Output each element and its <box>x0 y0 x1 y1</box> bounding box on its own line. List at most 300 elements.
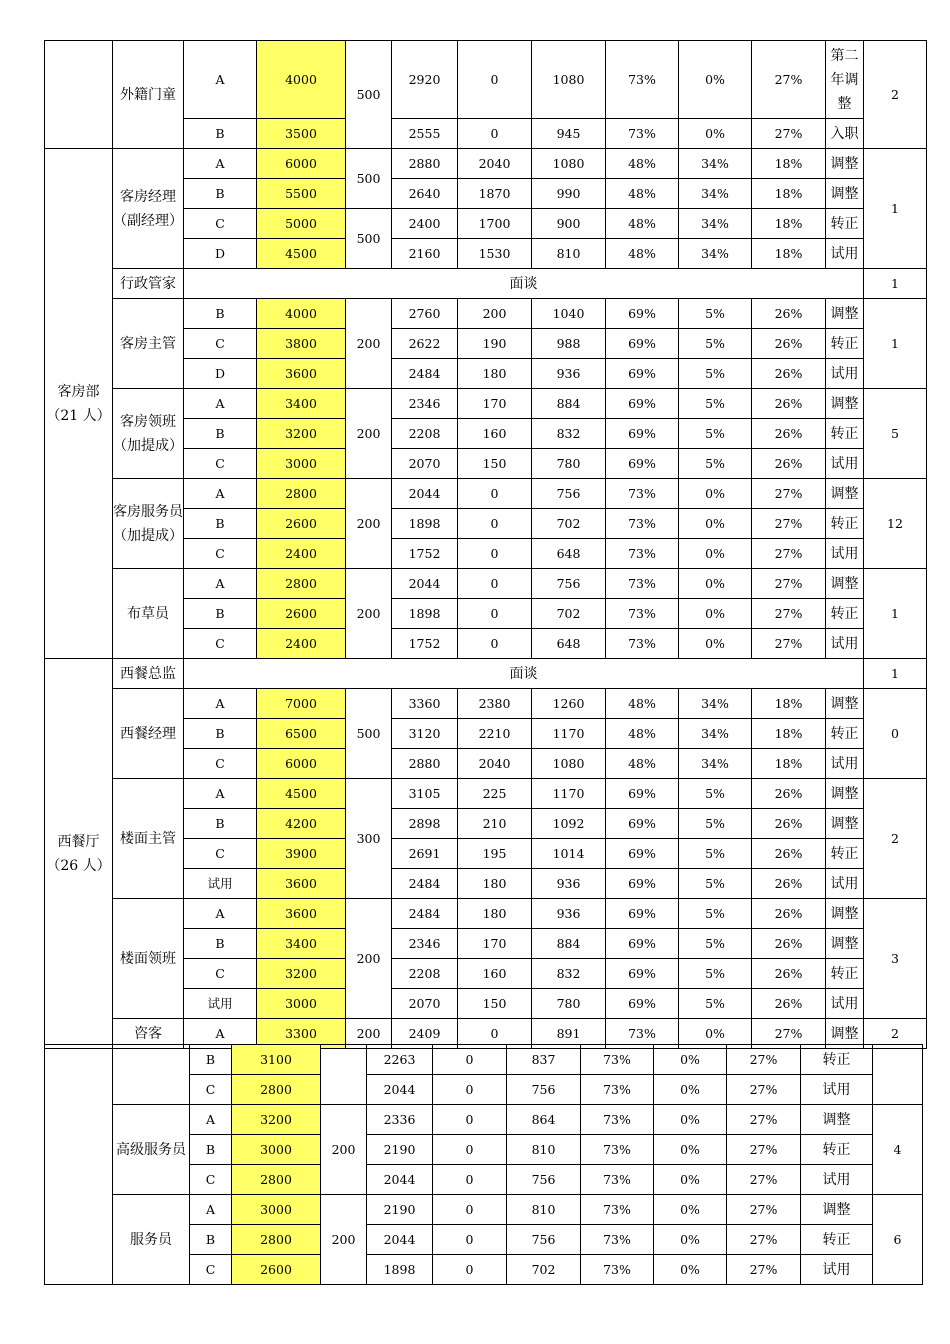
position-cell: 西餐经理 <box>113 689 184 779</box>
ratio-cell: 48% <box>606 689 679 719</box>
value-cell: 225 <box>458 779 532 809</box>
ratio-cell: 27% <box>752 509 826 539</box>
ratio-cell: 18% <box>752 749 826 779</box>
ratio-cell: 26% <box>752 329 826 359</box>
salary-cell: 2800 <box>232 1165 321 1195</box>
grade-cell: D <box>184 239 257 269</box>
value-cell: 0 <box>433 1105 507 1135</box>
ratio-cell: 73% <box>606 41 679 119</box>
value-cell: 0 <box>458 599 532 629</box>
salary-cell: 3200 <box>257 959 346 989</box>
ratio-cell: 34% <box>679 149 752 179</box>
value-cell: 170 <box>458 929 532 959</box>
value-cell: 756 <box>507 1075 581 1105</box>
value-cell: 2484 <box>392 359 458 389</box>
ratio-cell: 18% <box>752 689 826 719</box>
status-cell: 试用 <box>826 989 864 1019</box>
value-cell: 0 <box>433 1195 507 1225</box>
value-cell: 2640 <box>392 179 458 209</box>
ratio-cell: 18% <box>752 179 826 209</box>
count-cell: 12 <box>864 479 927 569</box>
value-cell: 150 <box>458 989 532 1019</box>
ratio-cell: 5% <box>679 299 752 329</box>
count-cell: 6 <box>873 1195 923 1285</box>
value-cell: 0 <box>433 1255 507 1285</box>
value-cell: 900 <box>532 209 606 239</box>
ratio-cell: 48% <box>606 149 679 179</box>
salary-cell: 5500 <box>257 179 346 209</box>
grade-cell: C <box>190 1255 232 1285</box>
value-cell: 810 <box>532 239 606 269</box>
value-cell: 648 <box>532 629 606 659</box>
value-cell: 2070 <box>392 989 458 1019</box>
grade-cell: A <box>184 689 257 719</box>
value-cell: 0 <box>458 569 532 599</box>
value-cell: 160 <box>458 419 532 449</box>
value-cell: 2190 <box>367 1195 433 1225</box>
ratio-cell: 73% <box>606 479 679 509</box>
value-cell: 1752 <box>392 539 458 569</box>
value-cell: 2044 <box>367 1075 433 1105</box>
grade-cell: C <box>184 449 257 479</box>
status-cell: 试用 <box>801 1075 873 1105</box>
value-cell: 0 <box>433 1135 507 1165</box>
status-cell: 试用 <box>826 239 864 269</box>
ratio-cell: 27% <box>727 1105 801 1135</box>
value-cell: 2880 <box>392 749 458 779</box>
ratio-cell: 0% <box>679 629 752 659</box>
ratio-cell: 34% <box>679 749 752 779</box>
salary-cell: 6000 <box>257 149 346 179</box>
ratio-cell: 26% <box>752 419 826 449</box>
ratio-cell: 0% <box>654 1045 727 1075</box>
allowance-cell: 200 <box>321 1195 367 1285</box>
count-cell: 2 <box>864 41 927 149</box>
ratio-cell: 18% <box>752 209 826 239</box>
ratio-cell: 34% <box>679 209 752 239</box>
value-cell: 180 <box>458 359 532 389</box>
table-row <box>45 689 927 719</box>
ratio-cell: 48% <box>606 719 679 749</box>
position-cell: 客房经理（副经理） <box>113 149 184 269</box>
status-cell: 试用 <box>826 359 864 389</box>
ratio-cell: 5% <box>679 989 752 1019</box>
status-cell: 试用 <box>826 449 864 479</box>
ratio-cell: 0% <box>654 1255 727 1285</box>
ratio-cell: 26% <box>752 299 826 329</box>
value-cell: 2622 <box>392 329 458 359</box>
salary-table-bottom-body <box>45 1045 923 1285</box>
salary-cell: 3200 <box>232 1105 321 1135</box>
value-cell: 0 <box>458 41 532 119</box>
salary-cell: 2400 <box>257 539 346 569</box>
value-cell: 180 <box>458 869 532 899</box>
grade-cell: A <box>184 569 257 599</box>
ratio-cell: 34% <box>679 179 752 209</box>
status-cell: 转正 <box>826 419 864 449</box>
ratio-cell: 0% <box>679 569 752 599</box>
count-cell-blank <box>873 1045 923 1105</box>
grade-cell: C <box>190 1165 232 1195</box>
value-cell: 3105 <box>392 779 458 809</box>
ratio-cell: 34% <box>679 719 752 749</box>
grade-cell: A <box>184 41 257 119</box>
position-cell: 高级服务员 <box>113 1105 190 1195</box>
value-cell: 936 <box>532 869 606 899</box>
ratio-cell: 73% <box>581 1225 654 1255</box>
ratio-cell: 5% <box>679 449 752 479</box>
value-cell: 0 <box>458 509 532 539</box>
ratio-cell: 27% <box>727 1075 801 1105</box>
table-row <box>45 389 927 419</box>
value-cell: 756 <box>532 569 606 599</box>
ratio-cell: 27% <box>727 1195 801 1225</box>
value-cell: 1080 <box>532 41 606 119</box>
value-cell: 1898 <box>392 599 458 629</box>
ratio-cell: 73% <box>581 1075 654 1105</box>
salary-cell: 3600 <box>257 899 346 929</box>
value-cell: 2044 <box>392 569 458 599</box>
value-cell: 936 <box>532 899 606 929</box>
ratio-cell: 0% <box>654 1135 727 1165</box>
value-cell: 0 <box>433 1045 507 1075</box>
ratio-cell: 26% <box>752 869 826 899</box>
ratio-cell: 69% <box>606 389 679 419</box>
ratio-cell: 69% <box>606 419 679 449</box>
grade-cell: B <box>190 1135 232 1165</box>
salary-cell: 2800 <box>257 479 346 509</box>
ratio-cell: 27% <box>727 1225 801 1255</box>
ratio-cell: 5% <box>679 869 752 899</box>
count-cell: 3 <box>864 899 927 1019</box>
allowance-cell: 500 <box>346 689 392 779</box>
count-cell: 5 <box>864 389 927 479</box>
ratio-cell: 26% <box>752 839 826 869</box>
salary-cell: 3000 <box>257 989 346 1019</box>
ratio-cell: 69% <box>606 839 679 869</box>
salary-cell: 7000 <box>257 689 346 719</box>
status-cell: 调整 <box>826 179 864 209</box>
value-cell: 1898 <box>367 1255 433 1285</box>
count-cell: 1 <box>864 569 927 659</box>
ratio-cell: 27% <box>752 629 826 659</box>
value-cell: 1530 <box>458 239 532 269</box>
value-cell: 1752 <box>392 629 458 659</box>
ratio-cell: 0% <box>654 1195 727 1225</box>
ratio-cell: 73% <box>606 539 679 569</box>
grade-cell: C <box>184 839 257 869</box>
ratio-cell: 34% <box>679 689 752 719</box>
ratio-cell: 73% <box>581 1105 654 1135</box>
value-cell: 2210 <box>458 719 532 749</box>
value-cell: 0 <box>433 1165 507 1195</box>
ratio-cell: 5% <box>679 839 752 869</box>
salary-cell: 3000 <box>232 1195 321 1225</box>
value-cell: 832 <box>532 959 606 989</box>
dept-cell-blank <box>45 1045 113 1285</box>
ratio-cell: 69% <box>606 959 679 989</box>
status-cell: 调整 <box>826 809 864 839</box>
value-cell: 210 <box>458 809 532 839</box>
salary-cell: 3800 <box>257 329 346 359</box>
salary-cell: 3500 <box>257 119 346 149</box>
status-cell: 转正 <box>826 719 864 749</box>
value-cell: 884 <box>532 929 606 959</box>
value-cell: 2484 <box>392 899 458 929</box>
value-cell: 988 <box>532 329 606 359</box>
value-cell: 0 <box>458 119 532 149</box>
ratio-cell: 27% <box>752 119 826 149</box>
ratio-cell: 73% <box>581 1165 654 1195</box>
grade-cell: A <box>190 1195 232 1225</box>
status-cell: 试用 <box>801 1165 873 1195</box>
value-cell: 884 <box>532 389 606 419</box>
salary-cell: 6500 <box>257 719 346 749</box>
status-cell: 调整 <box>826 299 864 329</box>
ratio-cell: 26% <box>752 959 826 989</box>
ratio-cell: 73% <box>581 1135 654 1165</box>
ratio-cell: 73% <box>606 1019 679 1049</box>
value-cell: 2346 <box>392 929 458 959</box>
ratio-cell: 27% <box>752 539 826 569</box>
grade-cell: 试用 <box>184 989 257 1019</box>
value-cell: 1870 <box>458 179 532 209</box>
value-cell: 0 <box>458 539 532 569</box>
value-cell: 2044 <box>367 1165 433 1195</box>
salary-cell: 2600 <box>257 509 346 539</box>
value-cell: 2920 <box>392 41 458 119</box>
value-cell: 2040 <box>458 749 532 779</box>
grade-cell: A <box>184 1019 257 1049</box>
allowance-cell-blank <box>321 1045 367 1105</box>
table-row <box>45 779 927 809</box>
ratio-cell: 27% <box>727 1045 801 1075</box>
status-cell: 转正 <box>826 509 864 539</box>
ratio-cell: 0% <box>679 41 752 119</box>
count-cell: 0 <box>864 689 927 779</box>
salary-cell: 2800 <box>232 1225 321 1255</box>
ratio-cell: 5% <box>679 779 752 809</box>
status-cell: 调整 <box>826 149 864 179</box>
ratio-cell: 26% <box>752 779 826 809</box>
position-cell: 服务员 <box>113 1195 190 1285</box>
position-cell: 楼面领班 <box>113 899 184 1019</box>
ratio-cell: 69% <box>606 809 679 839</box>
value-cell: 702 <box>507 1255 581 1285</box>
salary-cell: 5000 <box>257 209 346 239</box>
salary-cell: 3100 <box>232 1045 321 1075</box>
grade-cell: C <box>184 209 257 239</box>
table-row <box>45 1105 923 1135</box>
table-row <box>45 1195 923 1225</box>
grade-cell: A <box>184 899 257 929</box>
salary-cell: 3300 <box>257 1019 346 1049</box>
salary-cell: 3600 <box>257 359 346 389</box>
status-cell: 第二年调整 <box>826 41 864 119</box>
grade-cell: A <box>184 479 257 509</box>
status-cell: 调整 <box>801 1105 873 1135</box>
value-cell: 780 <box>532 989 606 1019</box>
status-cell: 试用 <box>826 749 864 779</box>
value-cell: 200 <box>458 299 532 329</box>
value-cell: 160 <box>458 959 532 989</box>
salary-cell: 3000 <box>232 1135 321 1165</box>
ratio-cell: 69% <box>606 899 679 929</box>
ratio-cell: 48% <box>606 239 679 269</box>
position-cell: 行政管家 <box>113 269 184 299</box>
ratio-cell: 26% <box>752 899 826 929</box>
value-cell: 0 <box>458 479 532 509</box>
allowance-cell: 200 <box>346 569 392 659</box>
ratio-cell: 73% <box>606 599 679 629</box>
value-cell: 837 <box>507 1045 581 1075</box>
count-cell: 2 <box>864 779 927 899</box>
ratio-cell: 73% <box>581 1255 654 1285</box>
salary-cell: 4500 <box>257 779 346 809</box>
value-cell: 170 <box>458 389 532 419</box>
ratio-cell: 0% <box>654 1075 727 1105</box>
interview-note: 面谈 <box>184 269 864 299</box>
grade-cell: B <box>184 299 257 329</box>
grade-cell: C <box>184 329 257 359</box>
allowance-cell: 200 <box>346 479 392 569</box>
table-row <box>45 41 927 119</box>
value-cell: 1014 <box>532 839 606 869</box>
value-cell: 2409 <box>392 1019 458 1049</box>
salary-cell: 3000 <box>257 449 346 479</box>
ratio-cell: 73% <box>581 1045 654 1075</box>
dept-cell-blank <box>45 41 113 149</box>
position-cell-blank <box>113 1045 190 1105</box>
ratio-cell: 0% <box>679 539 752 569</box>
value-cell: 3120 <box>392 719 458 749</box>
value-cell: 0 <box>433 1225 507 1255</box>
value-cell: 180 <box>458 899 532 929</box>
status-cell: 调整 <box>826 929 864 959</box>
value-cell: 1080 <box>532 749 606 779</box>
ratio-cell: 26% <box>752 359 826 389</box>
salary-cell: 3200 <box>257 419 346 449</box>
table-row <box>45 479 927 509</box>
status-cell: 转正 <box>801 1225 873 1255</box>
status-cell: 试用 <box>826 539 864 569</box>
status-cell: 调整 <box>826 569 864 599</box>
ratio-cell: 0% <box>679 509 752 539</box>
value-cell: 891 <box>532 1019 606 1049</box>
ratio-cell: 5% <box>679 809 752 839</box>
grade-cell: C <box>184 959 257 989</box>
status-cell: 试用 <box>826 869 864 899</box>
status-cell: 转正 <box>826 329 864 359</box>
value-cell: 810 <box>507 1135 581 1165</box>
value-cell: 936 <box>532 359 606 389</box>
salary-cell: 2400 <box>257 629 346 659</box>
ratio-cell: 73% <box>606 569 679 599</box>
ratio-cell: 5% <box>679 389 752 419</box>
salary-cell: 4000 <box>257 41 346 119</box>
grade-cell: B <box>184 509 257 539</box>
ratio-cell: 18% <box>752 239 826 269</box>
value-cell: 2760 <box>392 299 458 329</box>
value-cell: 2070 <box>392 449 458 479</box>
value-cell: 1260 <box>532 689 606 719</box>
count-cell: 1 <box>864 269 927 299</box>
value-cell: 1080 <box>532 149 606 179</box>
value-cell: 1898 <box>392 509 458 539</box>
ratio-cell: 27% <box>727 1165 801 1195</box>
value-cell: 190 <box>458 329 532 359</box>
allowance-cell: 500 <box>346 209 392 269</box>
ratio-cell: 0% <box>654 1165 727 1195</box>
grade-cell: C <box>190 1075 232 1105</box>
table-row <box>45 899 927 929</box>
value-cell: 3360 <box>392 689 458 719</box>
value-cell: 832 <box>532 419 606 449</box>
salary-cell: 3400 <box>257 929 346 959</box>
value-cell: 702 <box>532 599 606 629</box>
ratio-cell: 27% <box>752 41 826 119</box>
grade-cell: C <box>184 749 257 779</box>
grade-cell: B <box>184 119 257 149</box>
status-cell: 调整 <box>826 689 864 719</box>
ratio-cell: 73% <box>581 1195 654 1225</box>
value-cell: 2898 <box>392 809 458 839</box>
value-cell: 702 <box>532 509 606 539</box>
ratio-cell: 69% <box>606 449 679 479</box>
value-cell: 2040 <box>458 149 532 179</box>
dept-cell-housekeeping: 客房部（21 人） <box>45 149 113 659</box>
salary-cell: 4500 <box>257 239 346 269</box>
value-cell: 2208 <box>392 419 458 449</box>
status-cell: 转正 <box>826 209 864 239</box>
allowance-cell: 200 <box>321 1105 367 1195</box>
ratio-cell: 5% <box>679 929 752 959</box>
ratio-cell: 26% <box>752 989 826 1019</box>
status-cell: 转正 <box>801 1045 873 1075</box>
value-cell: 0 <box>433 1075 507 1105</box>
salary-cell: 3900 <box>257 839 346 869</box>
value-cell: 945 <box>532 119 606 149</box>
ratio-cell: 27% <box>727 1255 801 1285</box>
value-cell: 2691 <box>392 839 458 869</box>
value-cell: 2190 <box>367 1135 433 1165</box>
status-cell: 转正 <box>826 959 864 989</box>
ratio-cell: 5% <box>679 359 752 389</box>
ratio-cell: 48% <box>606 749 679 779</box>
dept-cell-western: 西餐厅（26 人） <box>45 659 113 1049</box>
salary-cell: 4000 <box>257 299 346 329</box>
position-cell: 楼面主管 <box>113 779 184 899</box>
status-cell: 调整 <box>826 899 864 929</box>
position-cell: 咨客 <box>113 1019 184 1049</box>
value-cell: 2555 <box>392 119 458 149</box>
value-cell: 990 <box>532 179 606 209</box>
count-cell: 1 <box>864 299 927 389</box>
value-cell: 864 <box>507 1105 581 1135</box>
grade-cell: B <box>184 419 257 449</box>
status-cell: 转正 <box>826 599 864 629</box>
salary-cell: 2600 <box>257 599 346 629</box>
value-cell: 2380 <box>458 689 532 719</box>
status-cell: 调整 <box>801 1195 873 1225</box>
table-row <box>45 659 927 689</box>
allowance-cell: 200 <box>346 899 392 1019</box>
value-cell: 195 <box>458 839 532 869</box>
value-cell: 1170 <box>532 719 606 749</box>
value-cell: 2263 <box>367 1045 433 1075</box>
value-cell: 1040 <box>532 299 606 329</box>
ratio-cell: 69% <box>606 989 679 1019</box>
